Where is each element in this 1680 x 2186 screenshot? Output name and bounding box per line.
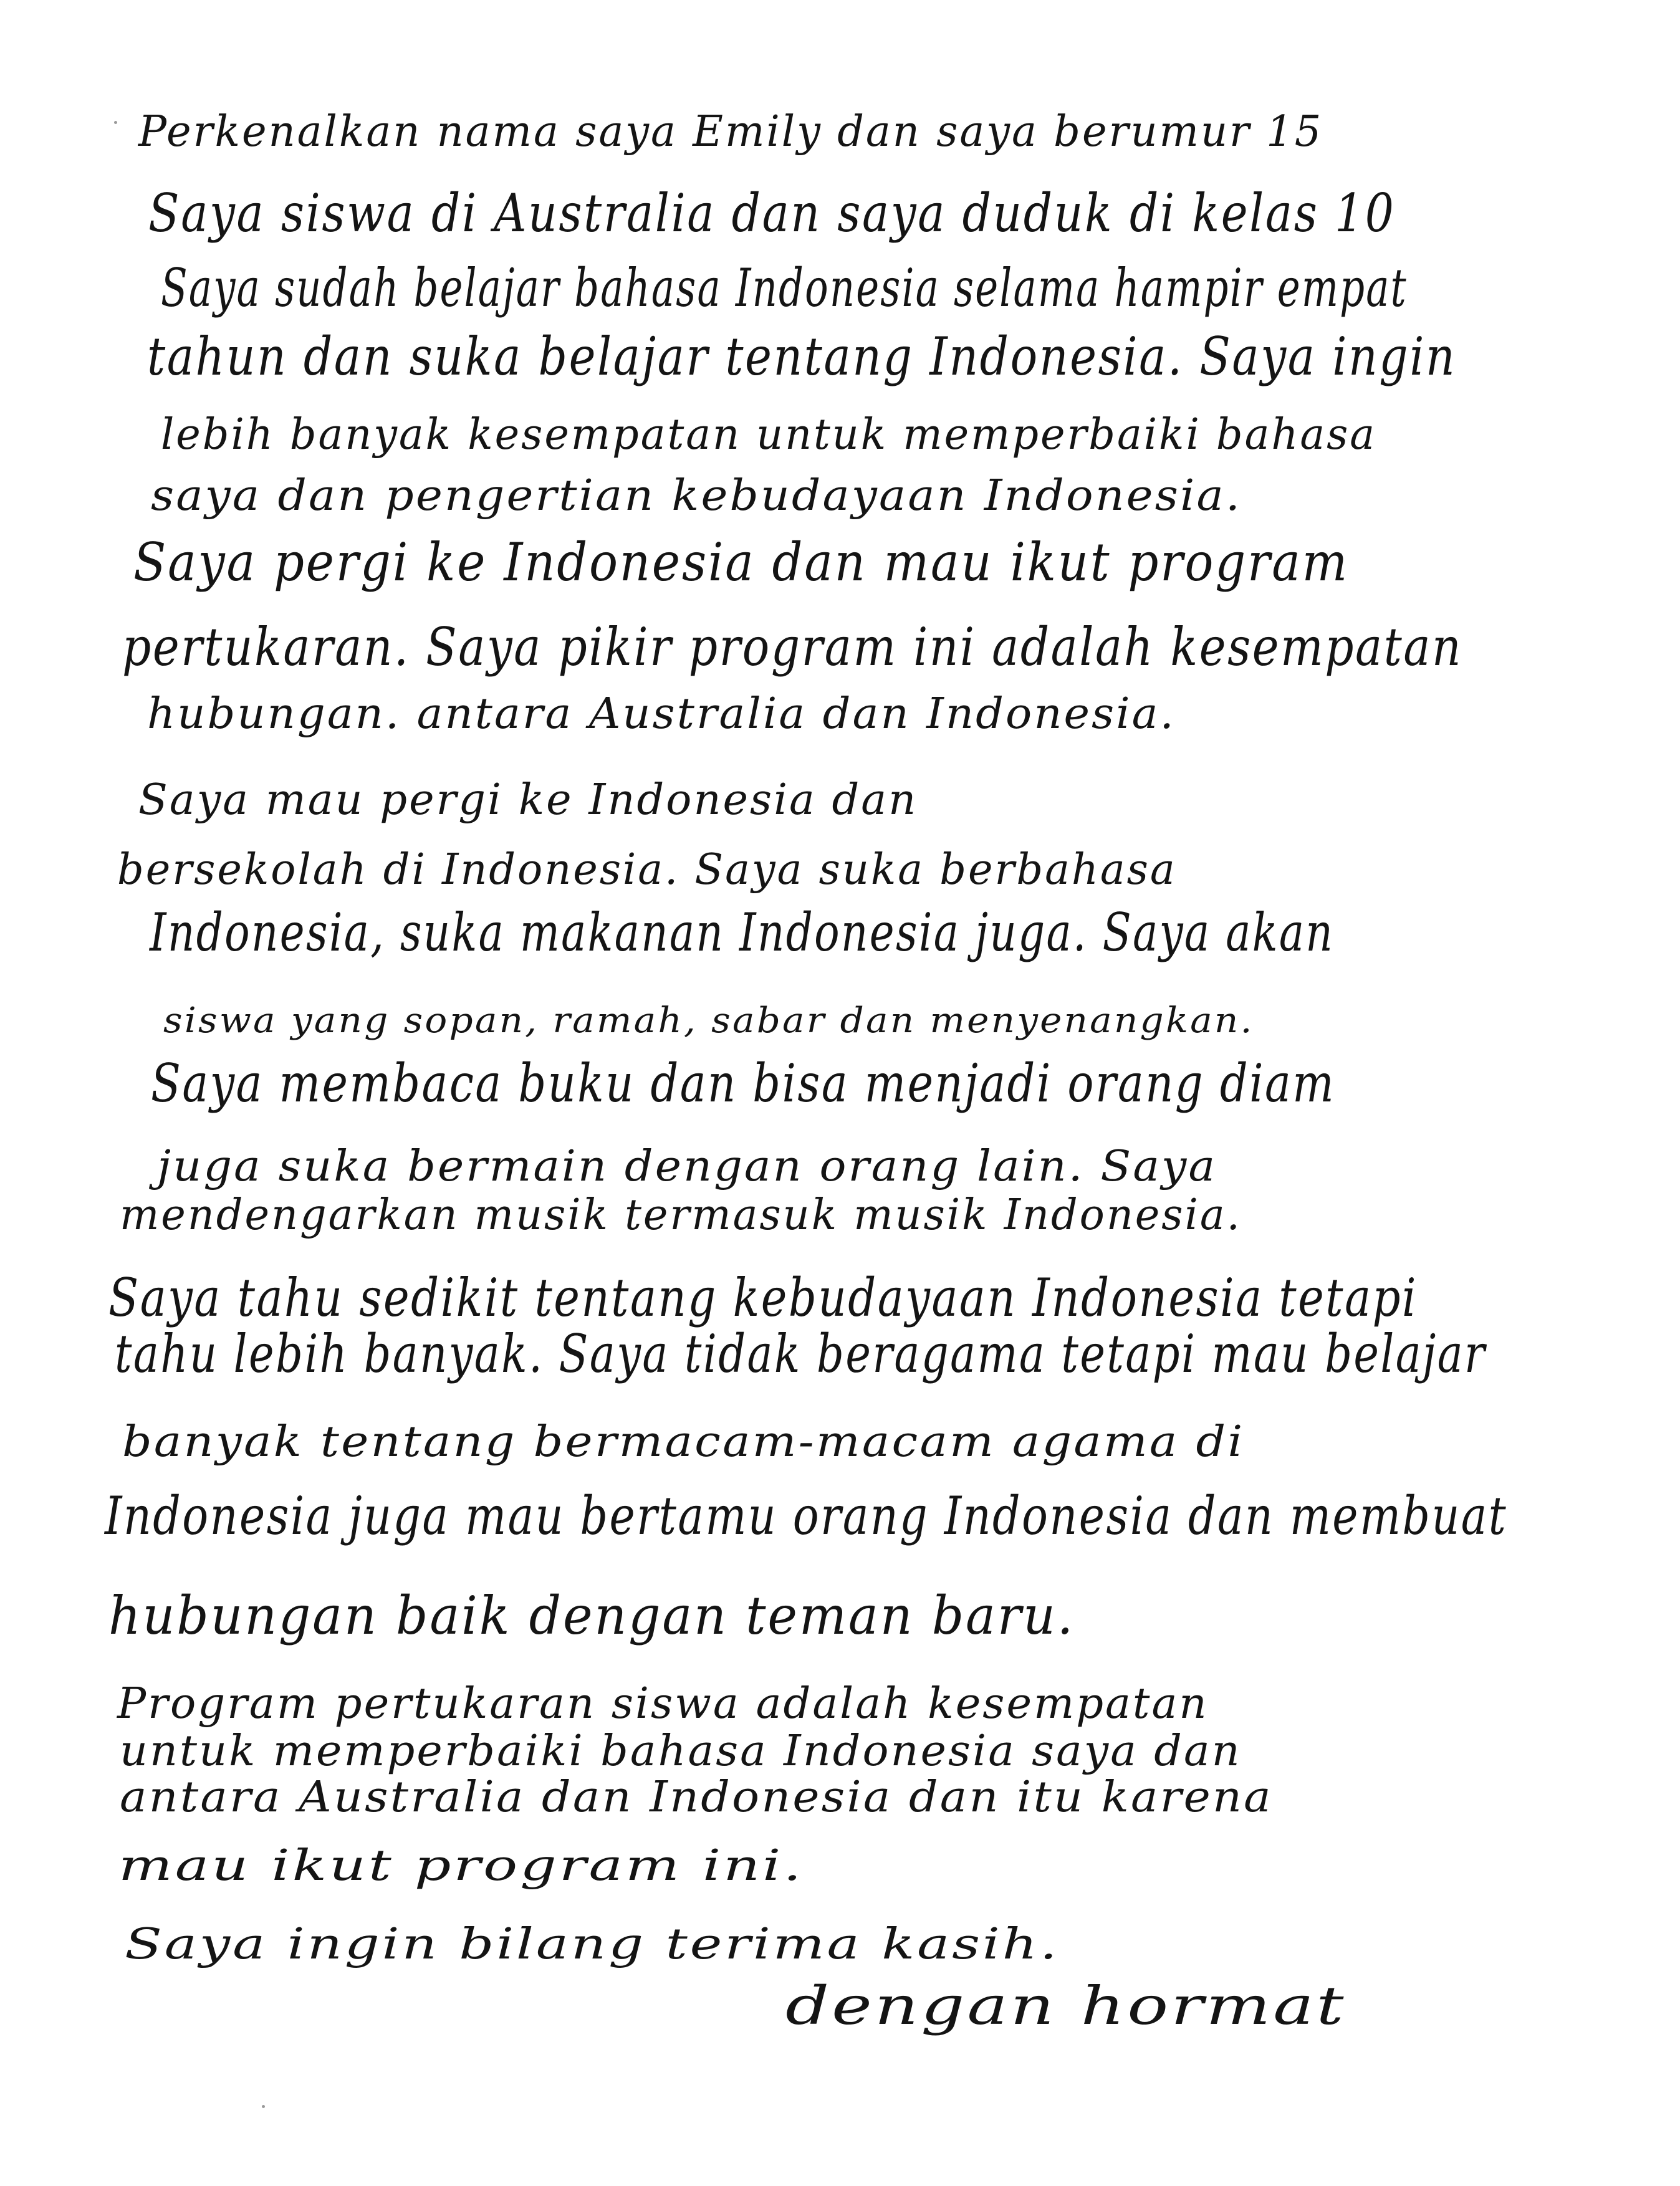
letter-line: Saya membaca buku dan bisa menjadi orang diam xyxy=(151,1053,1336,1114)
letter-line: tahu lebih banyak. Saya tidak beragama tetapi mau belajar xyxy=(115,1323,1487,1384)
letter-line: hubungan. antara Australia dan Indonesia. xyxy=(147,689,1176,739)
letter-line: untuk memperbaiki bahasa Indonesia saya dan xyxy=(120,1727,1242,1776)
letter-line: banyak tentang bermacam-macam agama di xyxy=(122,1417,1245,1467)
closing-signature: dengan hormat xyxy=(785,1975,1346,2036)
letter-line: lebih banyak kesempatan untuk memperbaiki bahasa xyxy=(161,410,1377,459)
letter-line: antara Australia dan Indonesia dan itu karena xyxy=(120,1773,1273,1822)
letter-line: Perkenalkan nama saya Emily dan saya berumur 15 xyxy=(138,107,1323,156)
letter-line: mendengarkan musik termasuk musik Indonesia. xyxy=(120,1191,1242,1240)
letter-line: Indonesia, suka makanan Indonesia juga. Saya akan xyxy=(150,902,1335,963)
letter-line: bersekolah di Indonesia. Saya suka berbahasa xyxy=(117,845,1177,894)
letter-line: pertukaran. Saya pikir program ini adalah kesempatan xyxy=(122,616,1463,678)
letter-line: mau ikut program ini. xyxy=(118,1841,804,1891)
letter-line: Saya mau pergi ke Indonesia dan xyxy=(138,775,918,825)
letter-line: hubungan baik dengan teman baru. xyxy=(108,1585,1075,1646)
letter-line: juga suka bermain dengan orang lain. Saya xyxy=(157,1142,1217,1191)
letter-line: saya dan pengertian kebudayaan Indonesia. xyxy=(151,471,1242,520)
letter-line: Saya siswa di Australia dan saya duduk di kelas 10 xyxy=(148,183,1396,244)
letter-line: siswa yang sopan, ramah, sabar dan menyenangkan. xyxy=(163,1000,1254,1041)
letter-line: Indonesia juga mau bertamu orang Indonesia dan membuat xyxy=(105,1485,1508,1546)
letter-line: Saya pergi ke Indonesia dan mau ikut program xyxy=(133,532,1349,593)
letter-line: Saya tahu sedikit tentang kebudayaan Indonesia tetapi xyxy=(108,1267,1418,1328)
letter-line: Saya ingin bilang terima kasih. xyxy=(125,1920,1060,1969)
scan-speck xyxy=(262,2105,265,2108)
scan-speck xyxy=(114,121,117,124)
letter-line: tahun dan suka belajar tentang Indonesia. Saya ingin xyxy=(147,326,1457,387)
letter-line: Saya sudah belajar bahasa Indonesia selama hampir empat xyxy=(161,257,1408,319)
letter-line: Program pertukaran siswa adalah kesempatan xyxy=(117,1679,1209,1728)
